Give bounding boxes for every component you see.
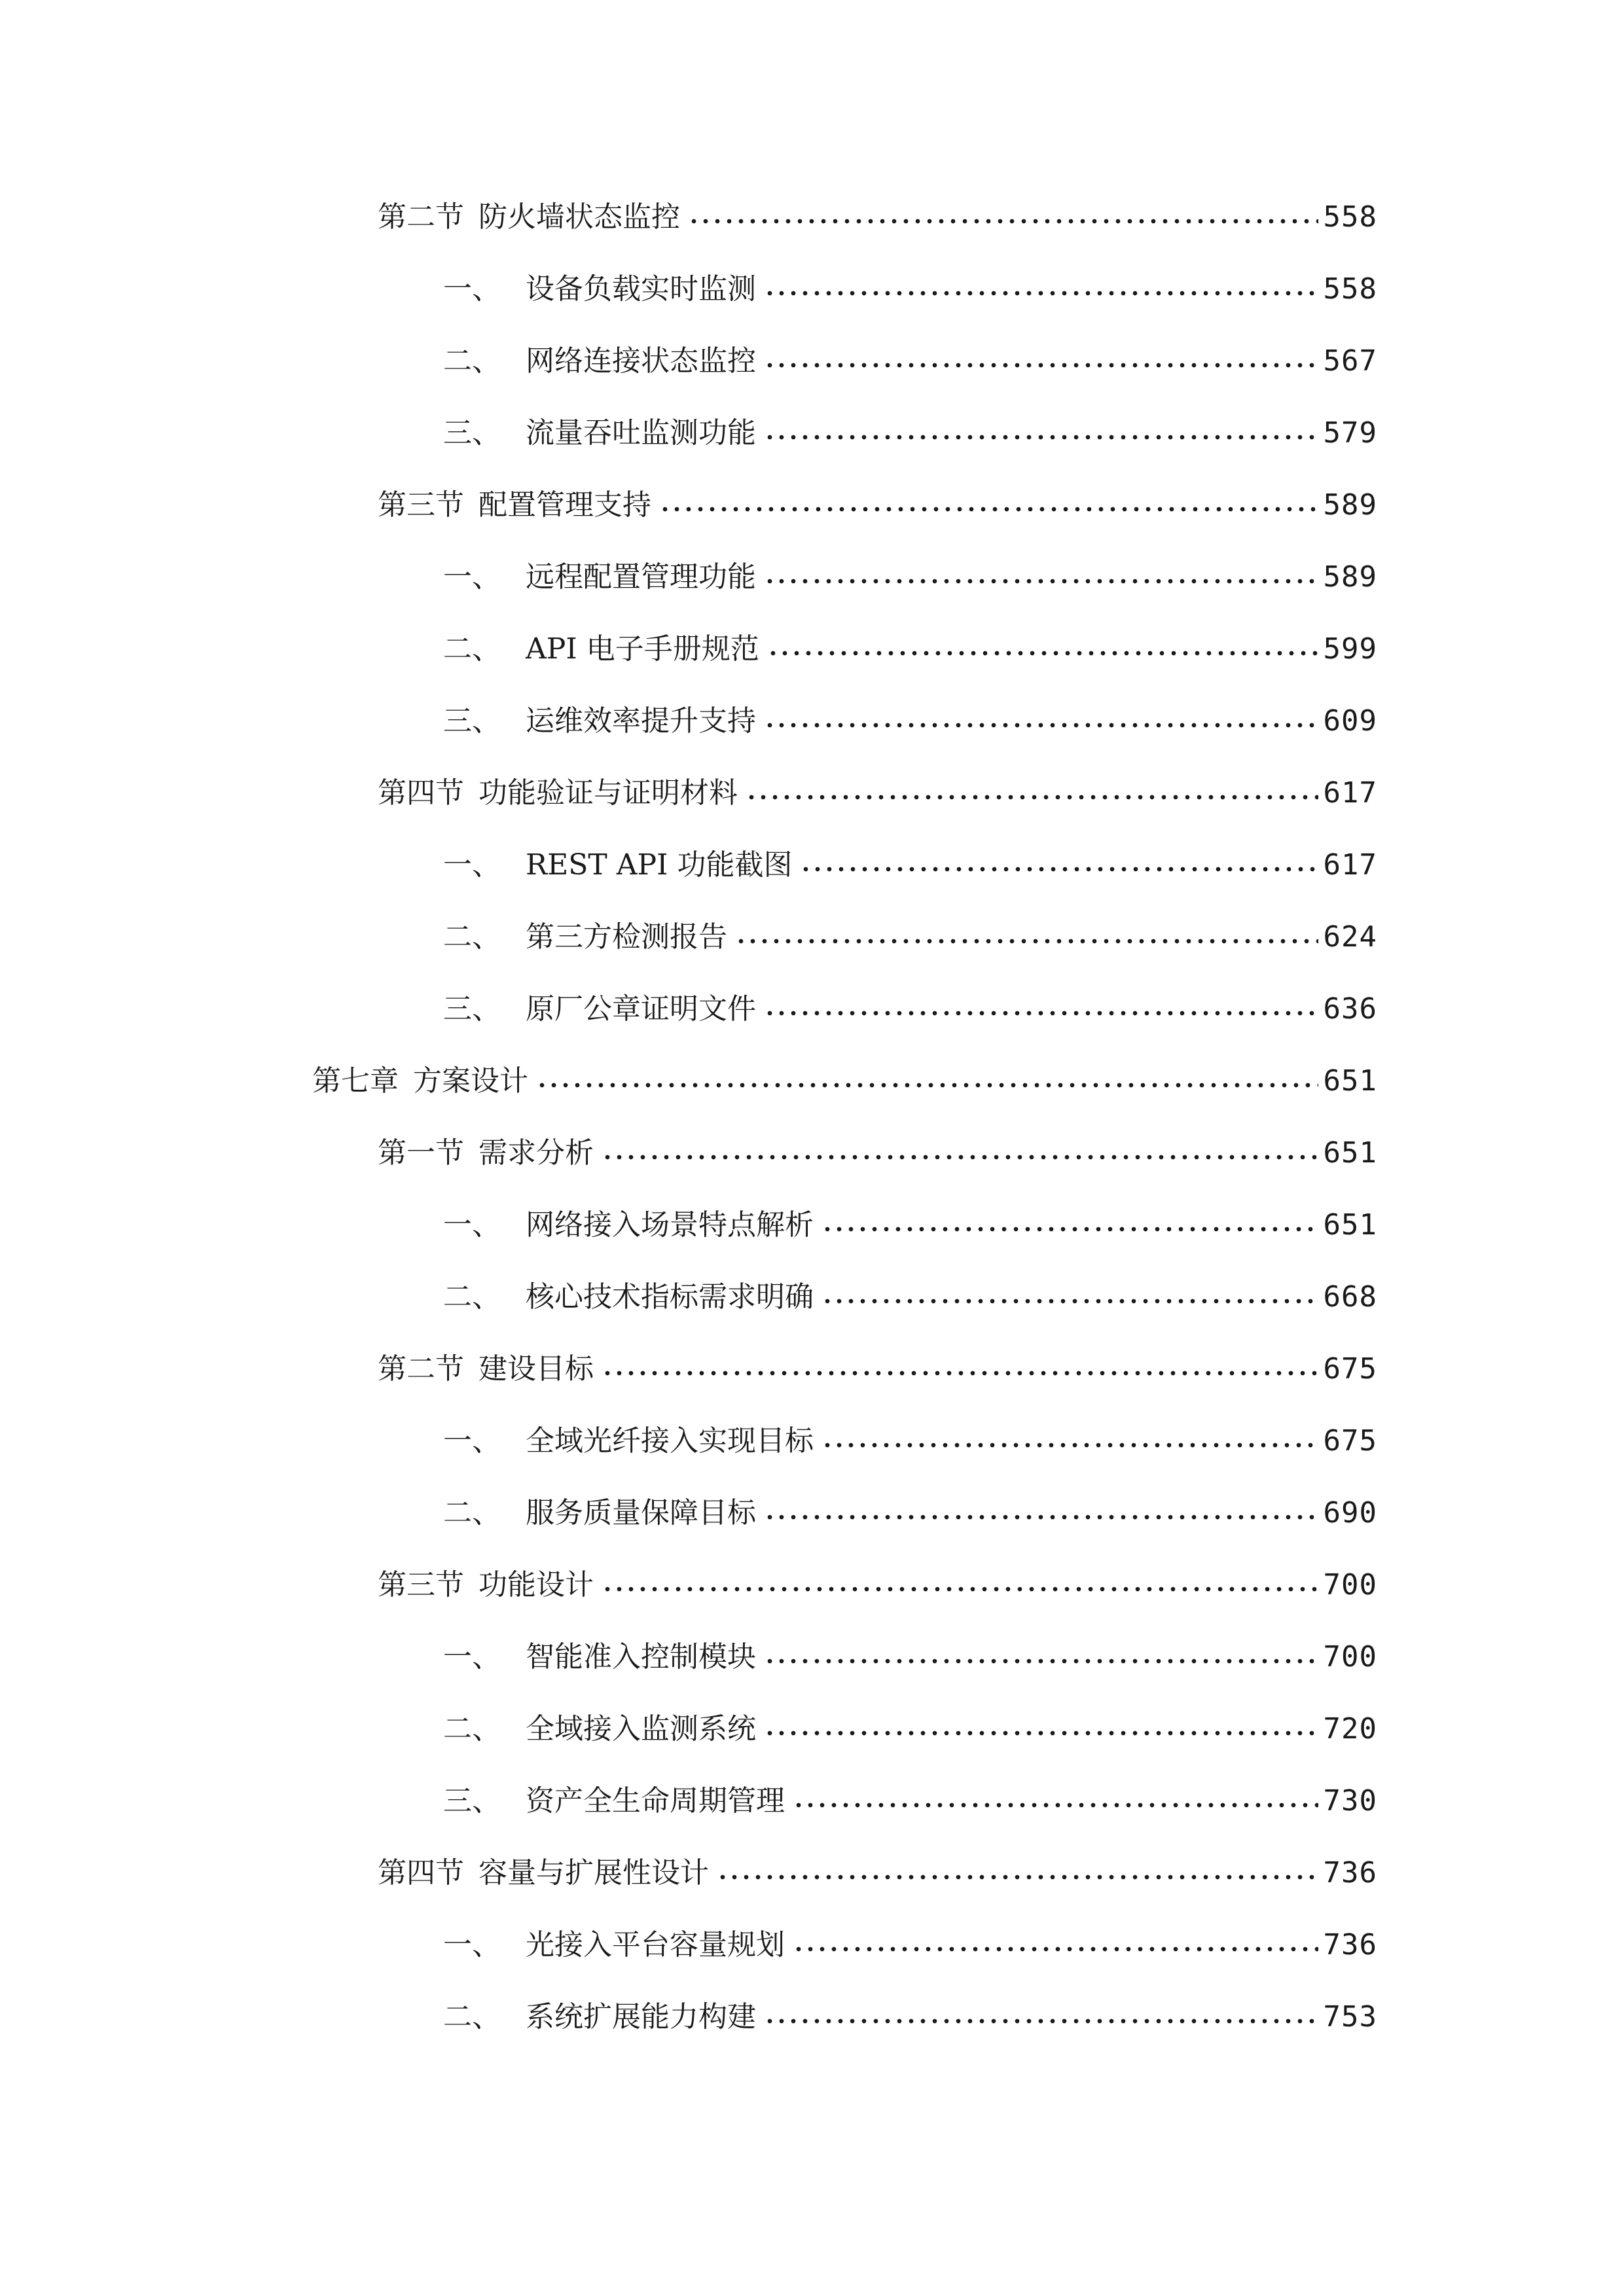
toc-entry[interactable] (443, 988, 1377, 1030)
toc-entry[interactable] (443, 916, 1377, 958)
dot-leader (793, 1799, 1318, 1812)
toc-entry-number: 第四节 (378, 1856, 464, 1890)
toc-entry-title: 核心技术指标需求明确 (526, 1280, 814, 1314)
toc-entry-number: 一、 (443, 1424, 501, 1458)
toc-entry-title: 功能验证与证明材料 (478, 776, 738, 810)
toc-entry-number: 一、 (443, 272, 501, 306)
toc-entry-title: 需求分析 (478, 1136, 594, 1170)
toc-entry-page: 690 (1323, 1496, 1377, 1530)
toc-entry-page: 720 (1323, 1712, 1377, 1746)
toc-entry-page: 609 (1323, 704, 1377, 738)
toc-entry-page: 558 (1323, 200, 1377, 234)
toc-entry-title: 网络接入场景特点解析 (526, 1208, 814, 1242)
toc-entry-title: 光接入平台容量规划 (526, 1928, 785, 1962)
toc-entry-title: 远程配置管理功能 (526, 560, 756, 594)
dot-leader (793, 1943, 1318, 1956)
dot-leader (746, 791, 1318, 804)
toc-entry[interactable] (378, 196, 1377, 238)
toc-entry-page: 567 (1323, 344, 1377, 378)
dot-leader (735, 935, 1318, 948)
toc-entry[interactable] (443, 1924, 1377, 1966)
toc-entry-page: 700 (1323, 1568, 1377, 1602)
toc-entry-title: 功能设计 (478, 1568, 594, 1602)
toc-entry-page: 753 (1323, 2000, 1377, 2034)
toc-entry-number: 二、 (443, 1712, 501, 1746)
toc-entry-number: 三、 (443, 1784, 501, 1818)
toc-entry-title: 方案设计 (413, 1064, 528, 1098)
toc-entry[interactable] (378, 772, 1377, 814)
toc-entry-page: 579 (1323, 416, 1377, 450)
toc-entry[interactable] (443, 268, 1377, 310)
dot-leader (659, 503, 1318, 516)
toc-entry[interactable] (378, 1852, 1377, 1894)
dot-leader (764, 431, 1318, 444)
toc-entry-title: 原厂公章证明文件 (526, 992, 756, 1026)
toc-entry-title: 设备负载实时监测 (526, 272, 756, 306)
toc-entry-page: 636 (1323, 992, 1377, 1026)
toc-entry[interactable] (443, 340, 1377, 382)
toc-entry-page: 675 (1323, 1424, 1377, 1458)
toc-entry-page: 599 (1323, 632, 1377, 666)
dot-leader (602, 1151, 1318, 1164)
toc-entry-page: 624 (1323, 920, 1377, 954)
dot-leader (764, 287, 1318, 300)
dot-leader (764, 575, 1318, 588)
dot-leader (800, 863, 1318, 876)
toc-entry-number: 第二节 (378, 1352, 464, 1386)
toc-entry[interactable] (378, 484, 1377, 526)
dot-leader (764, 1007, 1318, 1020)
toc-entry-number: 二、 (443, 920, 501, 954)
toc-entry[interactable] (443, 1780, 1377, 1822)
dot-leader (602, 1367, 1318, 1380)
toc-entry[interactable] (443, 1636, 1377, 1678)
toc-entry-number: 第七章 (312, 1064, 399, 1098)
toc-entry-page: 651 (1323, 1136, 1377, 1170)
toc-entry-number: 一、 (443, 848, 501, 882)
toc-entry-title: 防火墙状态监控 (478, 200, 680, 234)
dot-leader (764, 1655, 1318, 1668)
toc-entry-title: 配置管理支持 (478, 488, 651, 522)
toc-entry-number: 第四节 (378, 776, 464, 810)
toc-entry-title: 容量与扩展性设计 (478, 1856, 709, 1890)
toc-entry-title: 智能准入控制模块 (526, 1640, 756, 1674)
toc-entry-number: 第二节 (378, 200, 464, 234)
toc-entry-title: 全域接入监测系统 (526, 1712, 756, 1746)
toc-entry[interactable] (443, 1204, 1377, 1246)
toc-entry-number: 三、 (443, 704, 501, 738)
toc-entry-number: 一、 (443, 560, 501, 594)
toc-entry[interactable] (443, 1996, 1377, 2038)
dot-leader (767, 647, 1318, 660)
toc-entry[interactable] (443, 1420, 1377, 1462)
toc-entry[interactable] (378, 1348, 1377, 1390)
toc-entry-title: 资产全生命周期管理 (526, 1784, 785, 1818)
toc-entry[interactable] (443, 628, 1377, 670)
toc-entry-number: 三、 (443, 992, 501, 1026)
toc-entry-page: 651 (1323, 1208, 1377, 1242)
toc-entry-title: 流量吞吐监测功能 (526, 416, 756, 450)
dot-leader (536, 1079, 1318, 1092)
toc-entry-number: 二、 (443, 1280, 501, 1314)
toc-entry-title: 网络连接状态监控 (526, 344, 756, 378)
toc-entry-page: 589 (1323, 560, 1377, 594)
toc-entry-title: 系统扩展能力构建 (526, 2000, 756, 2034)
toc-entry[interactable] (312, 1060, 1377, 1102)
toc-entry-number: 第三节 (378, 488, 464, 522)
toc-entry-page: 617 (1323, 848, 1377, 882)
toc-entry-page: 651 (1323, 1064, 1377, 1098)
toc-entry-number: 第三节 (378, 1568, 464, 1602)
dot-leader (688, 215, 1318, 228)
toc-entry-title: API 电子手册规范 (526, 632, 759, 666)
toc-entry-number: 一、 (443, 1208, 501, 1242)
toc-entry-title: 运维效率提升支持 (526, 704, 756, 738)
dot-leader (764, 719, 1318, 732)
toc-entry[interactable] (443, 700, 1377, 742)
dot-leader (821, 1295, 1318, 1308)
toc-entry-number: 二、 (443, 632, 501, 666)
toc-entry[interactable] (443, 1708, 1377, 1750)
toc-entry-page: 730 (1323, 1784, 1377, 1818)
toc-entry-number: 一、 (443, 1640, 501, 1674)
toc-entry-number: 二、 (443, 2000, 501, 2034)
toc-entry-page: 736 (1323, 1928, 1377, 1962)
toc-entry-title: 第三方检测报告 (526, 920, 727, 954)
toc-entry-number: 二、 (443, 1496, 501, 1530)
dot-leader (764, 1511, 1318, 1524)
toc-entry-number: 二、 (443, 344, 501, 378)
toc-entry[interactable] (443, 412, 1377, 454)
toc-entry[interactable] (443, 1276, 1377, 1318)
toc-entry-title: 全域光纤接入实现目标 (526, 1424, 814, 1458)
toc-entry[interactable] (443, 1492, 1377, 1534)
toc-entry-title: 服务质量保障目标 (526, 1496, 756, 1530)
toc-entry-page: 668 (1323, 1280, 1377, 1314)
toc-entry-title: REST API 功能截图 (526, 848, 793, 882)
toc-entry[interactable] (378, 1132, 1377, 1174)
toc-entry-page: 558 (1323, 272, 1377, 306)
dot-leader (821, 1439, 1318, 1452)
dot-leader (764, 2015, 1318, 2028)
toc-entry-number: 一、 (443, 1928, 501, 1962)
dot-leader (764, 1727, 1318, 1740)
toc-entry-number: 第一节 (378, 1136, 464, 1170)
dot-leader (764, 359, 1318, 372)
toc-entry-page: 700 (1323, 1640, 1377, 1674)
toc-entry-page: 736 (1323, 1856, 1377, 1890)
toc-entry-page: 617 (1323, 776, 1377, 810)
toc-entry[interactable] (378, 1564, 1377, 1606)
toc-entry[interactable] (443, 844, 1377, 886)
toc-entry-number: 三、 (443, 416, 501, 450)
toc-entry-title: 建设目标 (478, 1352, 594, 1386)
dot-leader (821, 1223, 1318, 1236)
dot-leader (602, 1583, 1318, 1596)
dot-leader (717, 1871, 1318, 1884)
toc-entry[interactable] (443, 556, 1377, 598)
toc-entry-page: 589 (1323, 488, 1377, 522)
toc-entry-page: 675 (1323, 1352, 1377, 1386)
